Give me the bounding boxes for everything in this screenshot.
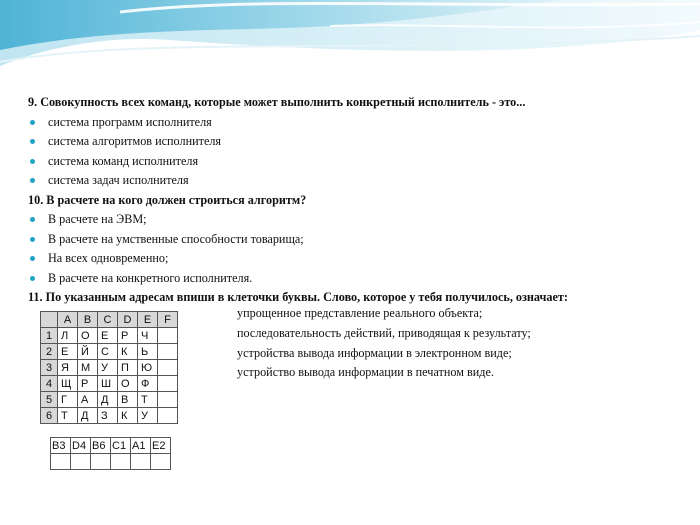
- option-label: система команд исполнителя: [48, 153, 199, 168]
- letter-cell: [158, 328, 178, 344]
- letter-cell: Д: [98, 392, 118, 408]
- address-cell: B6: [91, 438, 111, 454]
- bullet-icon: [30, 120, 35, 125]
- option-item: [28, 269, 688, 289]
- meaning-item: устройство вывода информации в печатном виде.: [237, 365, 494, 380]
- question-10-title: 10. В расчете на кого должен строиться алгоритм?: [28, 192, 307, 207]
- letter-cell: Т: [138, 392, 158, 408]
- letter-cell: Ь: [138, 344, 158, 360]
- address-cell: B3: [51, 438, 71, 454]
- letter-cell: У: [138, 408, 158, 424]
- option-item: [28, 132, 688, 152]
- letter-cell: Т: [58, 408, 78, 424]
- column-header-cell: A: [58, 312, 78, 328]
- letter-cell: Ч: [138, 328, 158, 344]
- option-item: [28, 171, 688, 191]
- letter-cell: К: [118, 344, 138, 360]
- letter-cell: П: [118, 360, 138, 376]
- option-item: [28, 113, 688, 133]
- letter-cell: [158, 360, 178, 376]
- header-wave-decoration: [0, 0, 700, 90]
- letter-cell: М: [78, 360, 98, 376]
- bullet-icon: [30, 276, 35, 281]
- option-item: [28, 230, 688, 250]
- letter-grid-row: [41, 376, 178, 392]
- bullet-icon: [30, 256, 35, 261]
- column-header-cell: E: [138, 312, 158, 328]
- letter-cell: О: [118, 376, 138, 392]
- quiz-content: [28, 93, 688, 308]
- row-header-cell: 6: [41, 408, 58, 424]
- question-9-title: 9. Совокупность всех команд, которые может выполнить конкретный исполнитель - это...: [28, 95, 526, 109]
- row-header-cell: 5: [41, 392, 58, 408]
- answer-letter-cell[interactable]: [151, 454, 171, 470]
- option-label: В расчете на конкретного исполнителя.: [48, 270, 253, 285]
- grid-corner-cell: [41, 312, 58, 328]
- question-11-meanings: [237, 304, 531, 383]
- letter-grid-row: [41, 328, 178, 344]
- column-header-cell: C: [98, 312, 118, 328]
- letter-cell: В: [118, 392, 138, 408]
- option-item: [28, 210, 688, 230]
- answer-letter-cell[interactable]: [131, 454, 151, 470]
- row-header-cell: 4: [41, 376, 58, 392]
- bullet-icon: [30, 237, 35, 242]
- letter-grid-table: [40, 311, 178, 424]
- question-10-options: [28, 210, 688, 288]
- letter-cell: Л: [58, 328, 78, 344]
- option-label: На всех одновременно;: [48, 251, 169, 265]
- answer-grid-table: [50, 437, 171, 470]
- letter-cell: Р: [78, 376, 98, 392]
- letter-cell: [158, 408, 178, 424]
- letter-cell: З: [98, 408, 118, 424]
- option-item: [28, 152, 688, 172]
- column-header-cell: B: [78, 312, 98, 328]
- option-label: система алгоритмов исполнителя: [48, 134, 222, 148]
- option-label: В расчете на ЭВМ;: [48, 212, 147, 226]
- address-cell: A1: [131, 438, 151, 454]
- bullet-icon: [30, 159, 35, 164]
- bullet-icon: [30, 178, 35, 183]
- letter-cell: Ю: [138, 360, 158, 376]
- meaning-item: последовательность действий, приводящая к результату;: [237, 325, 531, 340]
- letter-cell: С: [98, 344, 118, 360]
- letter-cell: Р: [118, 328, 138, 344]
- answer-address-row: [51, 438, 171, 454]
- letter-cell: Щ: [58, 376, 78, 392]
- letter-cell: [158, 392, 178, 408]
- letter-cell: Ф: [138, 376, 158, 392]
- meaning-item: устройства вывода информации в электронном виде;: [237, 345, 512, 360]
- bullet-icon: [30, 217, 35, 222]
- letter-grid-row: [41, 360, 178, 376]
- row-header-cell: 1: [41, 328, 58, 344]
- address-cell: C1: [111, 438, 131, 454]
- option-label: система задач исполнителя: [48, 173, 189, 187]
- letter-grid-header-row: [41, 312, 178, 328]
- answer-input-row: [51, 454, 171, 470]
- column-header-cell: D: [118, 312, 138, 328]
- letter-cell: У: [98, 360, 118, 376]
- letter-cell: О: [78, 328, 98, 344]
- letter-cell: Я: [58, 360, 78, 376]
- letter-cell: А: [78, 392, 98, 408]
- bullet-icon: [30, 139, 35, 144]
- meaning-item: упрощенное представление реального объекта;: [237, 306, 483, 320]
- letter-grid-row: [41, 344, 178, 360]
- answer-letter-cell[interactable]: [51, 454, 71, 470]
- answer-letter-cell[interactable]: [111, 454, 131, 470]
- letter-grid-row: [41, 392, 178, 408]
- letter-cell: [158, 344, 178, 360]
- letter-cell: Е: [58, 344, 78, 360]
- answer-letter-cell[interactable]: [71, 454, 91, 470]
- question-11-title: 11. По указанным адресам впиши в клеточки буквы. Слово, которое у тебя получилось, означает:: [28, 290, 568, 304]
- letter-cell: Й: [78, 344, 98, 360]
- address-cell: E2: [151, 438, 171, 454]
- row-header-cell: 2: [41, 344, 58, 360]
- letter-cell: Д: [78, 408, 98, 424]
- option-label: В расчете на умственные способности товарища;: [48, 231, 304, 246]
- letter-grid-row: [41, 408, 178, 424]
- answer-letter-cell[interactable]: [91, 454, 111, 470]
- letter-cell: Е: [98, 328, 118, 344]
- row-header-cell: 3: [41, 360, 58, 376]
- question-9-options: [28, 113, 688, 191]
- address-cell: D4: [71, 438, 91, 454]
- letter-cell: [158, 376, 178, 392]
- letter-cell: К: [118, 408, 138, 424]
- option-label: система программ исполнителя: [48, 114, 212, 129]
- letter-cell: Ш: [98, 376, 118, 392]
- letter-cell: Г: [58, 392, 78, 408]
- option-item: [28, 249, 688, 269]
- column-header-cell: F: [158, 312, 178, 328]
